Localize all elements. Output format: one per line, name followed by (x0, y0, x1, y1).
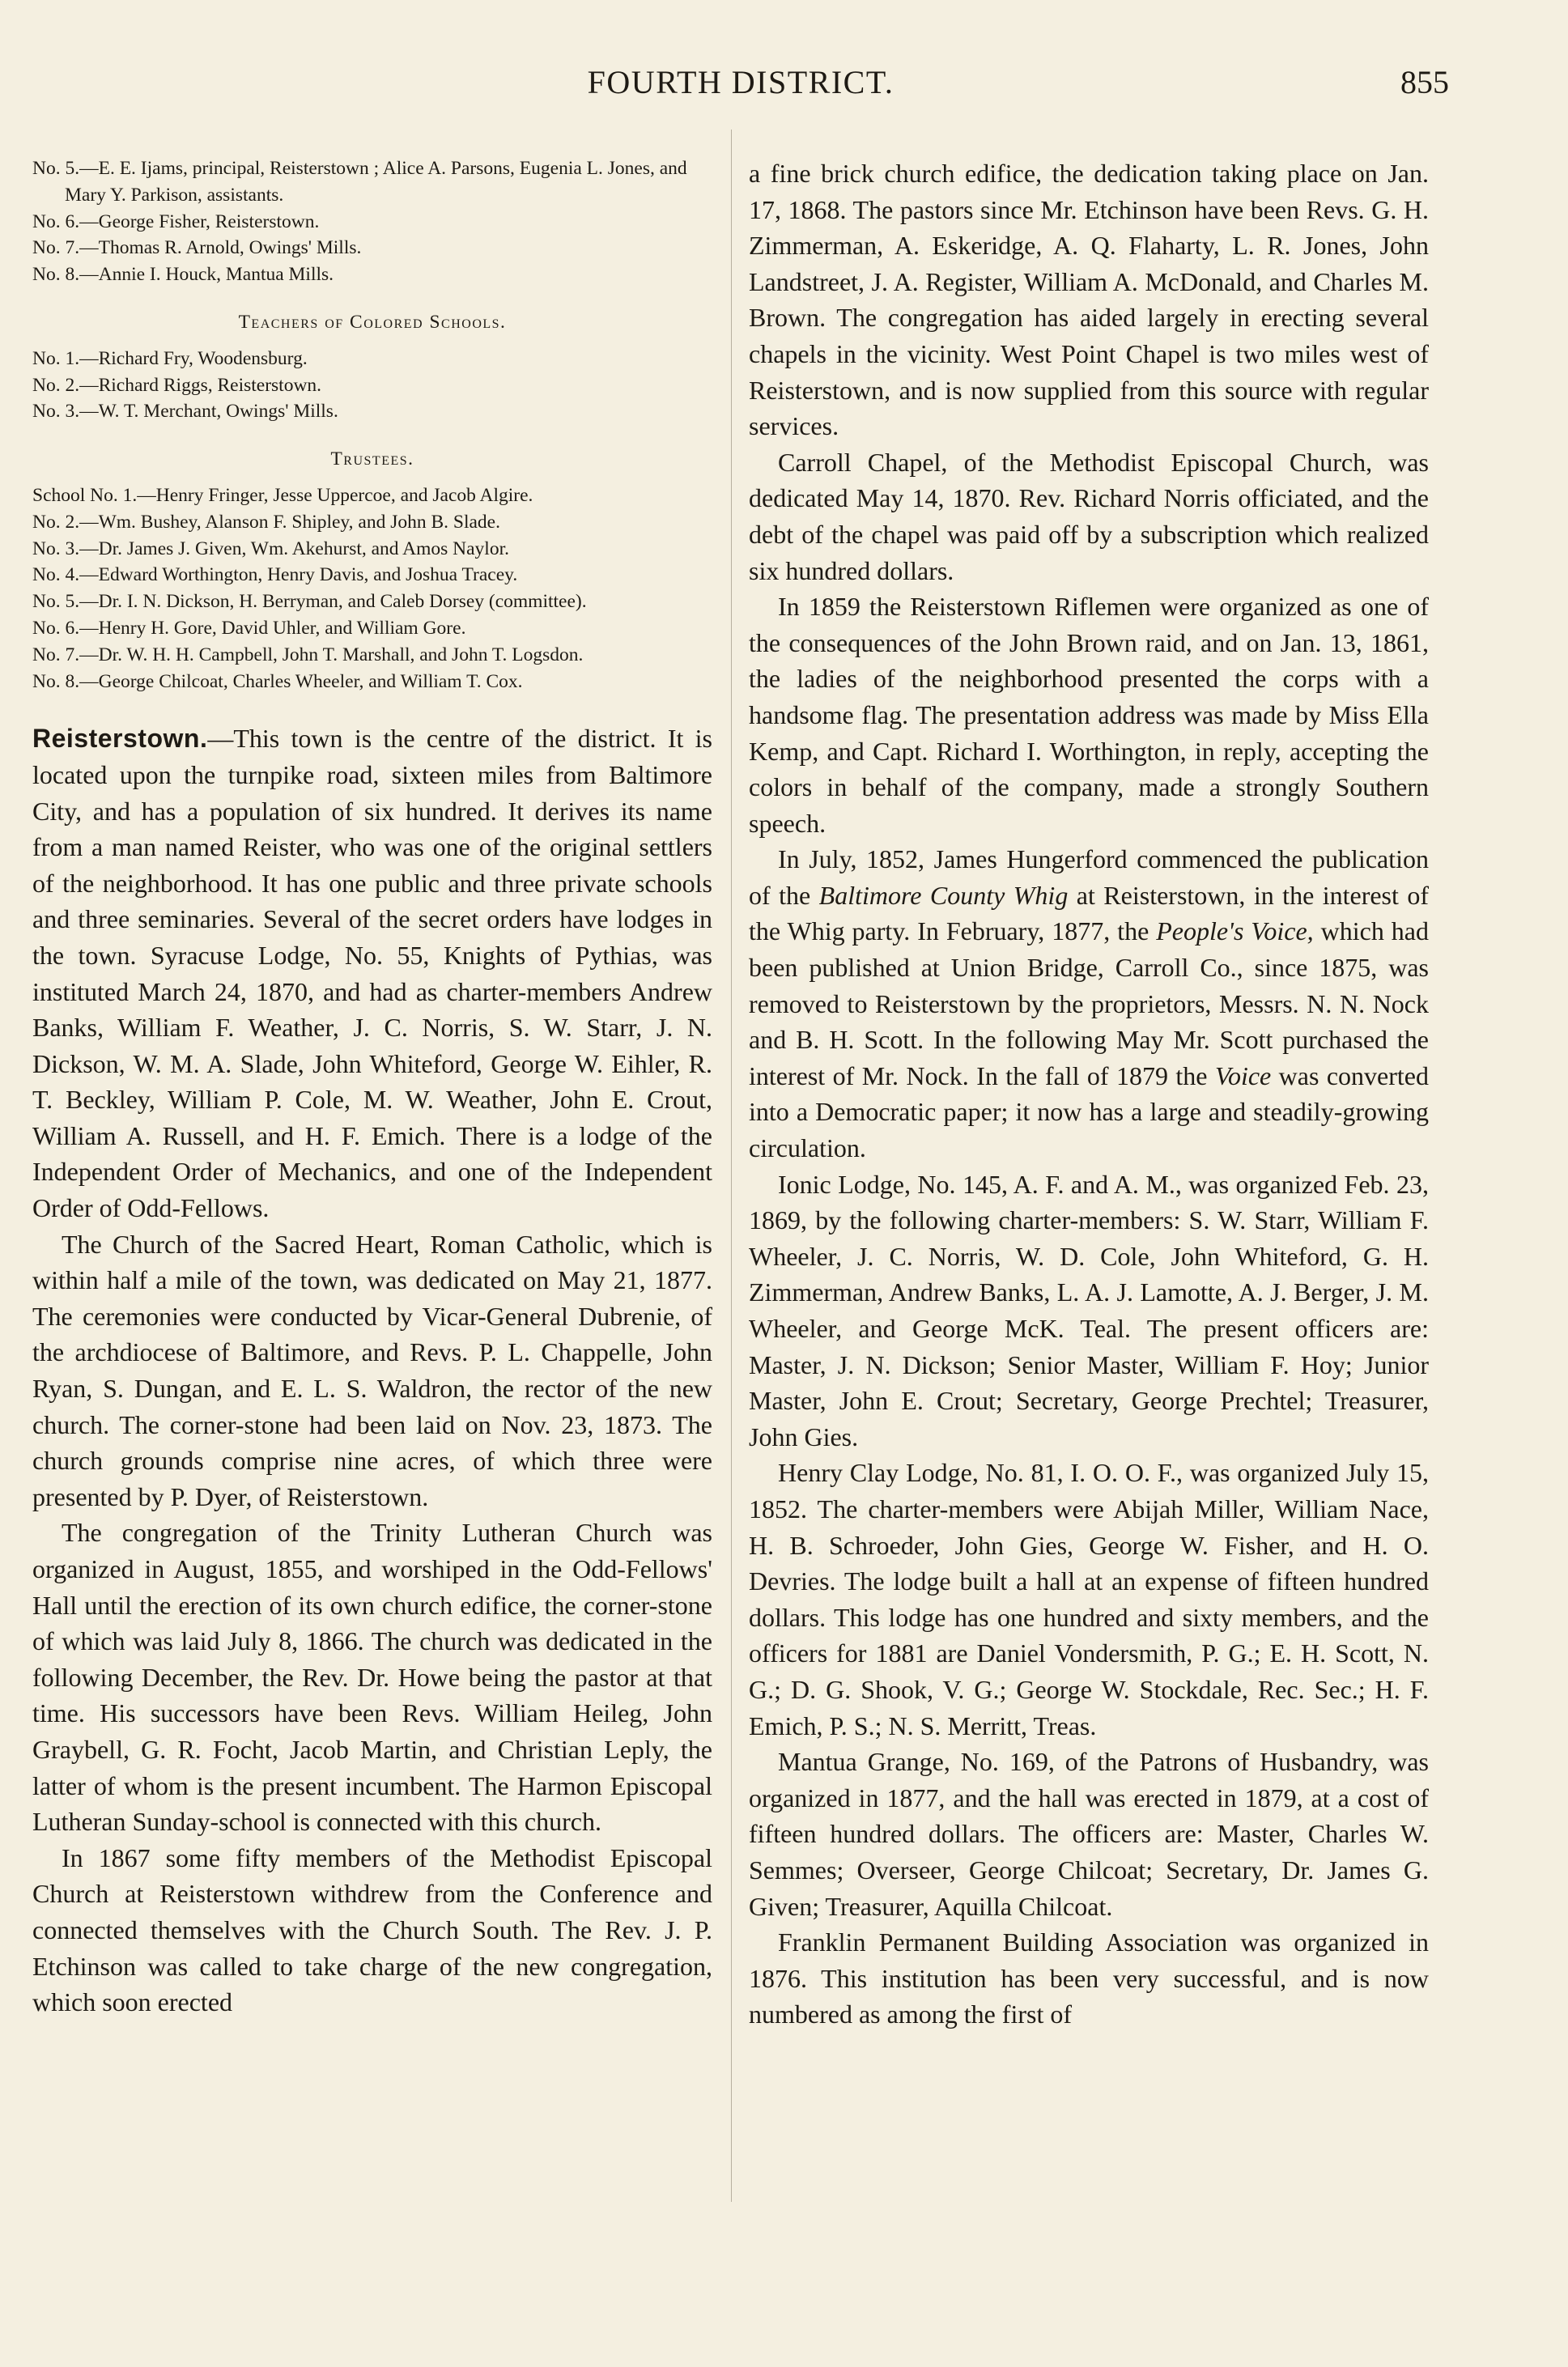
running-title: FOURTH DISTRICT. (587, 64, 894, 100)
list-item: No. 1.—Richard Fry, Woodensburg. (32, 347, 308, 369)
teacher-list (32, 155, 712, 695)
list-item: No. 3.—W. T. Merchant, Owings' Mills. (32, 401, 338, 423)
section-lead: Reisterstown. (32, 724, 208, 754)
list-item: No. 4.—Edward Worthington, Henry Davis, and Joshua Tracey. (32, 564, 518, 586)
newspaper-title: Baltimore County Whig (818, 880, 1069, 910)
paragraph: In 1859 the Reisterstown Riflemen were organized as one of the consequences of the John Brown raid, and on Jan. 13, 1861, the ladies of the neighborhood presented the corps with a handsome flag. The presentation address was made by Miss Ella Kemp, and Capt. Richard I. Worthington, in reply, accepting the colors in behalf of the company, made a strongly Southern speech. (749, 592, 1429, 838)
left-body-text (32, 720, 712, 2020)
list-item: No. 2.—Richard Riggs, Reisterstown. (32, 374, 322, 396)
left-column (32, 155, 712, 2021)
list-item: No. 2.—Wm. Bushey, Alanson F. Shipley, and John B. Slade. (32, 511, 500, 533)
paragraph (749, 841, 1429, 1166)
list-item: No. 8.—George Chilcoat, Charles Wheeler, and William T. Cox. (32, 670, 523, 692)
list-item: School No. 1.—Henry Fringer, Jesse Uppercoe, and Jacob Algire. (32, 484, 533, 506)
colored-schools-heading: Teachers of Colored Schools. (238, 311, 507, 333)
column-divider (731, 130, 732, 2202)
paragraph: The congregation of the Trinity Lutheran Church was organized in August, 1855, and worshiped in the Odd-Fellows' Hall until the erection of its own church edifice, the corner-stone of which was laid July 8, 1866. The church was dedicated in the following December, the Rev. Dr. Howe being the pastor at that time. His successors have been Revs. William Heileg, John Graybell, G. R. Focht, Jacob Martin, and Christian Leply, the latter of whom is the present incumbent. The Harmon Episcopal Lutheran Sunday-school is connected with this church. (32, 1518, 712, 1837)
right-body-text (749, 155, 1429, 2033)
paragraph: Franklin Permanent Building Association was organized in 1876. This institution has been very successful, and is now numbered as among the first of (749, 1927, 1429, 2029)
paragraph: In 1867 some fifty members of the Methodist Episcopal Church at Reisterstown withdrew from the Conference and connected themselves with the Church South. The Rev. J. P. Etchinson was called to take charge of the new congregation, which soon erected (32, 1842, 712, 2017)
right-column (749, 155, 1429, 2033)
paragraph-text: was converted into a Democratic paper; it now has a large and steadily-growing circulation. (749, 1060, 1430, 1163)
paragraph: Henry Clay Lodge, No. 81, I. O. O. F., was organized July 15, 1852. The charter-members were Abijah Miller, William Nace, H. B. Schroeder, John Gies, George W. Fisher, and H. O. Devries. The lodge built a hall at an expense of fifteen hundred dollars. This lodge has one hundred and sixty members, and the officers for 1881 are Daniel Vondersmith, P. G.; E. H. Scott, N. G.; D. G. Shook, V. G.; George W. Stockdale, Rec. Sec.; H. F. Emich, P. S.; N. S. Merritt, Treas. (749, 1458, 1429, 1740)
list-item: No. 6.—Henry H. Gore, David Uhler, and William Gore. (32, 617, 466, 639)
page-header (32, 63, 1449, 112)
paragraph-text: In July, 1852, James Hungerford commenced the publication of the (749, 844, 1429, 910)
page-number: 855 (1400, 64, 1449, 100)
newspaper-title: People's Voice, (1156, 916, 1314, 946)
trustees-heading: Trustees. (330, 448, 414, 470)
paragraph: Ionic Lodge, No. 145, A. F. and A. M., was organized Feb. 23, 1869, by the following charter-members: S. W. Starr, William F. Wheeler, J. C. Norris, W. D. Cole, John Whiteford, G. H. Zimmerman, Andrew Banks, L. A. J. Lamotte, A. J. Berger, J. M. Wheeler, and George McK. Teal. The present officers are: Master, J. N. Dickson; Senior Master, William F. Hoy; Junior Master, John E. Crout; Secretary, George Prechtel; Treasurer, John Gies. (749, 1169, 1429, 1451)
paragraph: a fine brick church edifice, the dedication taking place on Jan. 17, 1868. The pastors since Mr. Etchinson have been Revs. G. H. Zimmerman, A. Eskeridge, A. Q. Flaharty, L. R. Jones, John Landstreet, J. A. Register, William A. McDonald, and Charles M. Brown. The congregation has aided largely in erecting several chapels in the vicinity. West Point Chapel is two miles west of Reisterstown, and is now supplied from this source with regular services. (749, 159, 1429, 441)
list-item: No. 7.—Thomas R. Arnold, Owings' Mills. (32, 237, 362, 259)
list-item: No. 8.—Annie I. Houck, Mantua Mills. (32, 264, 334, 286)
paragraph-text: —This town is the centre of the district. It is located upon the turnpike road, sixteen miles from Baltimore City, and has a population of six hundred. It derives its name from a man named Reister, who was one of the original settlers of the neighborhood. It has one public and three private schools and three seminaries. Several of the secret orders have lodges in the town. Syracuse Lodge, No. 55, Knights of Pythias, was instituted March 24, 1870, and had as charter-members Andrew Banks, William F. Weather, J. C. Norris, S. W. Starr, J. N. Dickson, W. M. A. Slade, John Whiteford, George W. Eihler, R. T. Beckley, William P. Cole, M. W. Weather, John E. Crout, William A. Russell, and H. F. Emich. There is a lodge of the Independent Order of Mechanics, and one of the Independent Order of Odd-Fellows. (32, 724, 712, 1223)
paragraph-text: which had been published at Union Bridge, Carroll Co., since 1875, was removed to Reisterstown by the proprietors, Messrs. N. N. Nock and B. H. Scott. In the following May Mr. Scott purchased the interest of Mr. Nock. In the fall of 1879 the (749, 916, 1429, 1090)
paragraph-text: at Reisterstown, in the interest of the Whig party. In February, 1877, the (749, 880, 1429, 946)
list-item: No. 5.—Dr. I. N. Dickson, H. Berryman, and Caleb Dorsey (committee). (32, 591, 587, 613)
paragraph: Carroll Chapel, of the Methodist Episcopal Church, was dedicated May 14, 1870. Rev. Richard Norris officiated, and the debt of the chapel was paid off by a subscription which realized six hundred dollars. (749, 447, 1429, 585)
paragraph (32, 720, 712, 1226)
list-item: No. 5.—E. E. Ijams, principal, Reisterstown ; Alice A. Parsons, Eugenia L. Jones, and Mary Y. Parkison, assistants. (32, 158, 687, 206)
list-item: No. 6.—George Fisher, Reisterstown. (32, 210, 320, 232)
newspaper-title: Voice (1214, 1060, 1272, 1090)
paragraph: The Church of the Sacred Heart, Roman Catholic, which is within half a mile of the town, was dedicated on May 21, 1877. The ceremonies were conducted by Vicar-General Dubrenie, of the archdiocese of Baltimore, and Revs. P. L. Chappelle, John Ryan, S. Dungan, and E. L. S. Waldron, the rector of the new church. The corner-stone had been laid on Nov. 23, 1873. The church grounds comprise nine acres, of which three were presented by P. Dyer, of Reisterstown. (32, 1229, 712, 1511)
list-item: No. 7.—Dr. W. H. H. Campbell, John T. Marshall, and John T. Logsdon. (32, 644, 584, 665)
list-item: No. 3.—Dr. James J. Given, Wm. Akehurst, and Amos Naylor. (32, 538, 509, 559)
paragraph: Mantua Grange, No. 169, of the Patrons of Husbandry, was organized in 1877, and the hall was erected in 1879, at a cost of fifteen hundred dollars. The officers are: Master, Charles W. Semmes; Overseer, George Chilcoat; Secretary, Dr. James G. Given; Treasurer, Aquilla Chilcoat. (749, 1747, 1429, 1921)
